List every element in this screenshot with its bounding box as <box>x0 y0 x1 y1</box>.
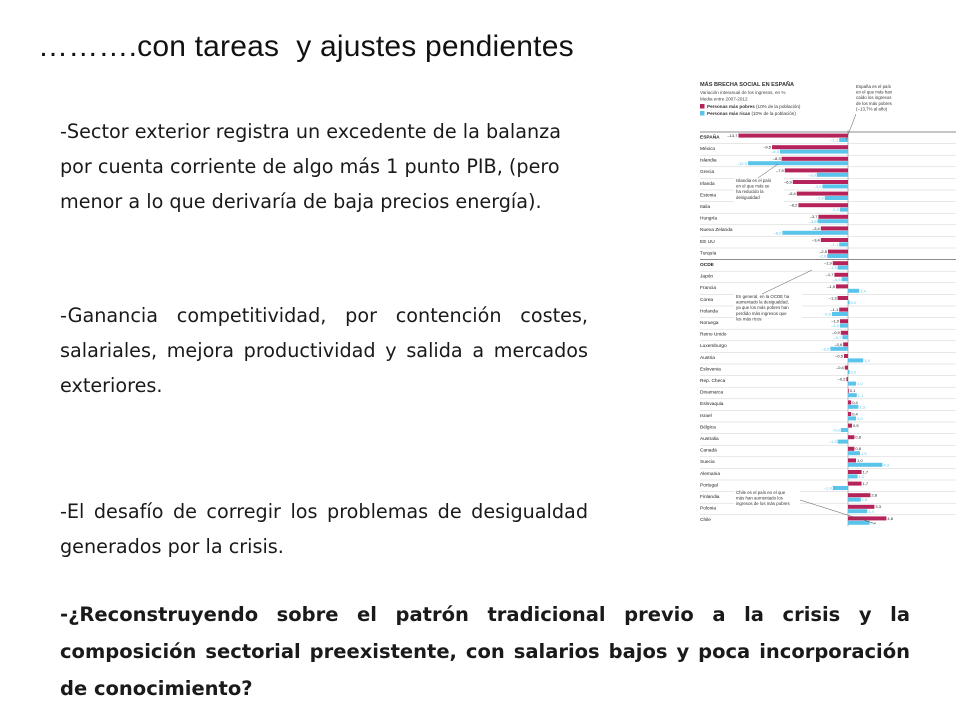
value-label-rich: –1,9 <box>824 485 832 491</box>
chart-title: MÁS BRECHA SOCIAL EN ESPAÑA <box>700 82 795 88</box>
annotation-text: desigualdad <box>736 194 760 200</box>
legend-label: Personas más pobres (10% de la población) <box>707 104 801 109</box>
category-label: Nueva Zelanda <box>700 228 733 234</box>
value-label-rich: –8,2 <box>773 230 782 236</box>
category-label: Estonia <box>700 193 716 199</box>
category-label: Hungría <box>700 216 718 222</box>
value-label-poor: –1,7 <box>825 272 834 278</box>
bar-poor <box>848 435 854 439</box>
annotation-text: aumentado la desigualdad, <box>736 299 789 305</box>
category-label: Noruega <box>700 321 719 326</box>
value-label-poor: –3,7 <box>809 214 818 220</box>
value-label-rich: –3,2 <box>813 184 822 189</box>
value-label-rich: –3,8 <box>808 218 817 224</box>
bar-poor <box>848 389 849 393</box>
annotation-leader <box>846 114 856 140</box>
bar-rich <box>818 219 848 223</box>
category-label: Bélgica <box>700 425 716 431</box>
category-label: Suecia <box>700 460 715 466</box>
bullet-sector-exterior: -Sector exterior registra un excedente de la balanza por cuenta corriente de algo más 1 punto PIB, (pero menor a lo que derivaría de baja precios energía). <box>60 120 561 213</box>
value-label-poor: 1,7 <box>862 481 869 486</box>
value-label-poor: 0,5 <box>853 423 859 428</box>
value-label-poor: 0,4 <box>852 411 858 417</box>
category-label: México <box>700 147 716 152</box>
value-label-rich: –2,2 <box>821 346 830 352</box>
category-label: Holanda <box>700 309 718 315</box>
bar-poor <box>848 447 854 451</box>
bar-rich <box>825 196 848 200</box>
bar-poor <box>828 250 848 254</box>
category-label: Canadá <box>700 448 717 454</box>
bar-rich <box>848 405 858 409</box>
bar-poor <box>772 145 848 149</box>
bar-rich <box>830 347 848 351</box>
slide-title: ……….con tareas y ajustes pendientes <box>38 30 574 63</box>
category-label: Australia <box>700 437 719 442</box>
bar-poor <box>844 354 848 358</box>
chart-subtitle: Variación interanual de los ingresos, en % <box>700 90 786 95</box>
category-label: Corea <box>700 297 714 303</box>
category-label: EE UU <box>700 239 715 245</box>
value-label-rich: –1,0 <box>831 207 839 213</box>
value-label-rich: –1,3 <box>828 265 837 271</box>
value-label-poor: 0,8 <box>855 434 861 440</box>
category-label: Finlandia <box>700 495 720 500</box>
category-label: Portugal <box>700 483 718 489</box>
value-label-poor: –1,1 <box>830 307 839 312</box>
value-label-poor: –8,3 <box>772 156 781 162</box>
annotation-text: España es el país <box>856 84 891 89</box>
bar-poor <box>836 284 848 288</box>
value-label-rich: –2,0 <box>823 311 831 317</box>
bar-rich <box>848 474 858 478</box>
bar-rich <box>838 440 848 444</box>
value-label-rich: –1,0 <box>831 323 839 329</box>
category-label: Turquía <box>700 251 717 257</box>
bar-poor <box>785 168 848 172</box>
bar-rich <box>822 184 848 188</box>
category-label: Dinamarca <box>700 390 724 396</box>
value-label-poor: –0,9 <box>832 330 840 336</box>
value-label-poor: –0,2 <box>837 376 846 382</box>
value-label-poor: –1,3 <box>828 295 837 301</box>
value-label-rich: –2,6 <box>818 253 827 259</box>
bar-rich <box>848 416 856 420</box>
annotation-text: ingresos de los más pobres <box>736 501 790 507</box>
bar-poor <box>848 424 852 428</box>
annotation-text: Islandia es el país <box>736 178 772 183</box>
annotation-leader <box>758 164 778 178</box>
value-label-poor: –1,5 <box>827 283 835 289</box>
annotation-text: en el que más se <box>736 183 770 189</box>
bar-poor <box>821 226 848 230</box>
value-label-rich: 1,6 <box>861 497 868 503</box>
bar-rich <box>782 231 848 235</box>
bar-poor <box>848 412 851 416</box>
category-label: Luxemburgo <box>700 344 727 350</box>
value-label-poor: –3,4 <box>812 237 820 243</box>
legend-swatch <box>700 111 705 116</box>
annotation-text: En general, en la OCDE ha <box>736 294 790 299</box>
bullet-desafio-desigualdad: -El desafío de corregir los problemas de desigualdad generados por la crisis. <box>60 500 588 558</box>
bar-rich <box>848 289 859 293</box>
bar-poor <box>839 308 848 312</box>
value-label-poor: –13,7 <box>727 133 738 138</box>
bar-rich <box>848 521 870 525</box>
bar-rich <box>848 393 857 397</box>
bar-poor <box>818 215 848 219</box>
value-label-poor: –6,4 <box>788 191 796 196</box>
annotation-text: caído los ingresos <box>856 95 892 101</box>
value-label-poor: –0,6 <box>834 341 843 347</box>
bar-rich <box>842 277 848 281</box>
value-label-poor: –0,4 <box>836 365 844 370</box>
bar-rich <box>842 335 848 339</box>
value-label-rich: 0,2 <box>850 369 857 375</box>
value-label-poor: 4,8 <box>887 515 893 521</box>
bar-rich <box>848 498 861 502</box>
bar-poor <box>848 400 851 404</box>
bar-rich <box>848 300 850 304</box>
bar-rich <box>840 208 848 212</box>
value-label-rich: 0,2 <box>850 300 857 305</box>
value-label-rich: 2,4 <box>868 508 874 514</box>
bar-poor <box>843 342 848 346</box>
value-label-rich: 2,7 <box>870 520 877 526</box>
value-label-poor: 0,4 <box>852 399 858 405</box>
value-label-rich: –1,3 <box>828 439 837 445</box>
category-label: Italia <box>700 205 711 210</box>
category-label: Grecia <box>700 170 715 176</box>
bar-rich <box>780 150 848 154</box>
category-label: Chile <box>700 518 711 524</box>
value-label-rich: 1,2 <box>858 474 865 479</box>
bar-poor <box>841 331 848 335</box>
chart-subtitle: Media entre 2007-2012 <box>700 96 748 102</box>
bar-rich <box>848 382 856 386</box>
category-label: Francia <box>700 286 716 292</box>
value-label-rich: –2,9 <box>816 195 824 201</box>
value-label-poor: –2,5 <box>819 249 827 254</box>
value-label-rich: 1,3 <box>859 404 865 410</box>
category-label: Reino Unido <box>700 332 727 338</box>
bar-rich <box>748 161 848 165</box>
annotation-text: Chile es el país en el que <box>736 490 786 495</box>
value-label-poor: –6,2 <box>789 202 798 208</box>
value-label-rich: –3,9 <box>808 172 816 178</box>
value-label-rich: –8,5 <box>771 149 779 155</box>
category-label: Irlanda <box>700 181 715 187</box>
category-label: Alemania <box>700 471 720 477</box>
value-label-poor: 0,8 <box>855 446 861 452</box>
value-label-poor: –9,5 <box>763 144 771 150</box>
annotation-text: ha reducido la <box>736 189 764 195</box>
category-label: Islandia <box>700 158 717 164</box>
bar-poor <box>848 482 862 486</box>
value-label-rich: –1,1 <box>830 137 839 143</box>
value-label-poor: –7,9 <box>776 167 784 173</box>
category-label: ESPAÑA <box>700 135 720 141</box>
bar-rich <box>848 358 863 362</box>
annotation-text: perdido más ingresos que <box>736 310 787 316</box>
bar-rich <box>817 173 848 177</box>
bar-rich <box>848 370 850 374</box>
category-label: Austria <box>700 355 715 361</box>
annotation-leader <box>762 270 812 294</box>
value-label-rich: –0,7 <box>833 334 842 340</box>
value-label-poor: 3,3 <box>875 504 881 510</box>
closing-question: -¿Reconstruyendo sobre el patrón tradicional previo a la crisis y la composición sectorial preexistente, con salarios bajos y poca incorporación de conocimiento? <box>60 603 910 700</box>
category-label: Japón <box>700 274 714 280</box>
annotation-text: (−13,7% al año) <box>856 106 888 112</box>
value-label-poor: –6,9 <box>784 179 792 185</box>
income-gap-chart <box>696 78 960 540</box>
bar-rich <box>833 486 848 490</box>
value-label-rich: –1,1 <box>830 242 839 247</box>
value-label-rich: –0,9 <box>832 427 840 433</box>
value-label-rich: 4,3 <box>883 462 889 468</box>
value-label-poor: 1,7 <box>862 469 869 475</box>
category-label: Rep. Checa <box>700 379 726 384</box>
annotation-text: de los más pobres <box>856 100 892 106</box>
value-label-poor: 2,8 <box>871 492 877 498</box>
bar-rich <box>838 266 848 270</box>
category-label: Eslovenia <box>700 367 721 373</box>
value-label-poor: –0,5 <box>835 353 843 359</box>
bar-poor <box>838 296 848 300</box>
value-label-poor: 0,1 <box>849 388 856 394</box>
bar-rich <box>839 242 848 246</box>
bar-rich <box>827 254 848 258</box>
value-label-poor: –1,9 <box>824 260 832 266</box>
category-label: OCDE <box>700 263 714 268</box>
bar-rich <box>841 428 848 432</box>
value-label-rich: 1,5 <box>861 450 867 456</box>
bar-poor <box>848 458 856 462</box>
value-label-poor: –3,4 <box>812 225 820 231</box>
bar-poor <box>846 377 848 381</box>
category-label: Israel <box>700 413 712 419</box>
legend-swatch <box>700 104 705 109</box>
value-label-rich: 1,0 <box>857 381 863 387</box>
bar-rich <box>840 324 848 328</box>
bar-rich <box>848 463 882 467</box>
category-label: Polonia <box>700 506 717 512</box>
value-label-rich: 1,0 <box>857 416 863 421</box>
annotation-text: ya que los más pobres han <box>736 305 789 311</box>
value-label-rich: 1,9 <box>864 358 870 363</box>
value-label-rich: 1,1 <box>857 392 864 398</box>
value-label-rich: –12,5 <box>736 160 747 166</box>
value-label-rich: 1,4 <box>860 288 866 294</box>
value-label-poor: –1,0 <box>831 318 839 324</box>
bullet-ganancia-competitividad: -Ganancia competitividad, por contención costes, salariales, mejora productividad y salida a mercados exteriores. <box>60 304 588 397</box>
value-label-poor: 1,0 <box>857 457 863 463</box>
legend-label: Personas más ricas (10% de la población) <box>707 111 796 116</box>
annotation-text: los más ricos <box>736 316 762 322</box>
bar-rich <box>848 451 860 455</box>
category-label: Eslovaquia <box>700 402 724 408</box>
annotation-text: más han aumentado los <box>736 495 783 501</box>
bar-poor <box>782 157 848 161</box>
value-label-rich: –0,8 <box>832 276 841 282</box>
bar-rich <box>848 509 867 513</box>
bar-poor <box>798 203 848 207</box>
bar-poor <box>840 319 848 323</box>
bar-rich <box>832 312 848 316</box>
annotation-text: en el que más han <box>856 89 893 95</box>
bar-poor <box>845 366 848 370</box>
